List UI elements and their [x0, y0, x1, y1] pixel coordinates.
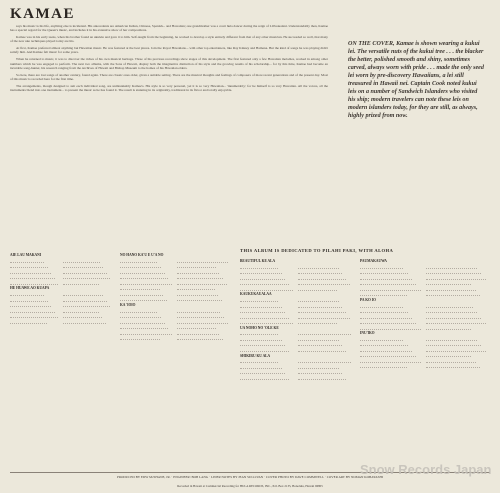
lyric-line	[360, 264, 403, 269]
lyric-line	[426, 303, 473, 308]
lyric-line	[298, 347, 346, 352]
song-title: BEAUTIFUL KE ALA	[240, 259, 276, 263]
intro-paragraph: Kamae was in his early teens, when his brother found an ukulele and gave it to him. Self-taught from the beginning, he worked to develop a style entirely different from that of any other musician. He succeeded so well, that many of the new uke techniques played today are his.	[10, 35, 328, 44]
lyric-line	[120, 296, 167, 301]
lyric-line	[10, 274, 55, 279]
lyrics-column-1	[10, 252, 112, 472]
lyrics-block	[360, 336, 488, 369]
intro-paragraph: The arrangements, though designed to suit each individual song, are unmistakably Kamae's. His style is so very personal, yet it is so very Hawaiian... 'innumerably,' for he himself is so very Hawaiian. All the voices, all the instruments blend into one instrument... to present the music as he has found it. The result is stunning in its originality, traditional in its flavor and totally enjoyable.	[10, 83, 328, 93]
lyric-line	[63, 274, 110, 279]
lyric-line	[240, 364, 282, 369]
lyric-line	[177, 319, 228, 324]
store-watermark: Snow Records Japan	[360, 462, 492, 477]
lyric-line	[426, 314, 481, 319]
lyric-line	[240, 303, 282, 308]
lyric-line	[298, 303, 342, 308]
lyric-line	[240, 358, 278, 363]
lyrics-block	[240, 297, 352, 324]
lyric-line	[177, 258, 228, 263]
lyric-line	[10, 319, 47, 324]
lyric-line	[240, 286, 293, 291]
lyric-line	[10, 258, 44, 263]
lyric-line	[120, 324, 168, 329]
lyric-line	[426, 347, 486, 352]
lyric-line	[120, 330, 172, 335]
intro-paragraph: So here, there are lost songs of another century, found again. There are classic ones older, given a suitable setting. There are the musical thoughts and feelings of composers of more recent generations and of the present day. Most of this music is recorded here for the first time.	[10, 72, 328, 81]
lyric-line	[240, 264, 278, 269]
lyric-line	[177, 291, 218, 296]
lyric-line	[63, 291, 103, 296]
intro-paragraph: When he returned to music, it was to discover the riches of his own musical heritage. Three of his previous recordings show stages of this development. The first featured only a few Hawaiian melodies, worked in among other numbers which he was engaged to perform. The next two albums, with the Sons of Hawaii, display both the imaginative distinction of his style and the growing results of his scholarship... for by this time, Kamae had become an incurable song-hunter, his research ranging from the Archives of Hawaii and Bishop Museum to the homes of his Hawaiian elders.	[10, 57, 328, 70]
lyric-line	[240, 280, 289, 285]
lyric-line	[120, 274, 168, 279]
lyric-line	[63, 319, 106, 324]
lyric-line	[177, 296, 222, 301]
lyric-line	[240, 336, 282, 341]
lyric-line	[360, 363, 407, 368]
lyric-line	[298, 314, 350, 319]
lyric-line	[426, 353, 471, 358]
lyric-line	[177, 274, 223, 279]
lyric-line	[360, 347, 412, 352]
lyric-line	[63, 297, 107, 302]
lyric-line	[63, 313, 102, 318]
lyric-line	[10, 313, 58, 318]
lyrics-block	[10, 258, 112, 285]
song-title: HE HUAWE AO KUAPA	[10, 286, 50, 291]
lyric-line	[240, 319, 293, 324]
lyric-line	[240, 314, 289, 319]
lyric-line	[298, 275, 346, 280]
lyric-line	[360, 275, 412, 280]
lyric-line	[10, 308, 55, 313]
lyric-line	[298, 286, 337, 291]
lyric-line	[426, 325, 471, 330]
lyric-line	[120, 269, 165, 274]
lyric-line	[360, 269, 408, 274]
lyric-line	[426, 336, 477, 341]
lyric-line	[240, 369, 285, 374]
lyric-line	[63, 308, 99, 313]
lyric-line	[177, 285, 215, 290]
dedication: THIS ALBUM IS DEDICATED TO PILAHI PAKI, WITH ALOHA	[240, 248, 394, 253]
lyric-line	[120, 335, 160, 340]
lyric-line	[298, 280, 350, 285]
song-title: PAUMAKAUWA	[360, 259, 387, 263]
lyric-line	[298, 375, 346, 380]
lyric-line	[10, 269, 51, 274]
lyric-line	[120, 313, 161, 318]
lyrics-block	[240, 331, 352, 353]
lyric-line	[120, 308, 157, 313]
lyric-line	[298, 319, 337, 324]
lyric-line	[426, 269, 481, 274]
lyric-line	[177, 324, 216, 329]
album-title: KAMAE	[10, 6, 75, 22]
lyric-line	[177, 269, 219, 274]
lyric-line	[10, 291, 44, 296]
song-title: INU'IKO	[360, 331, 375, 336]
song-title: KA 'IOIO	[120, 302, 136, 307]
lyric-line	[298, 336, 339, 341]
lyric-line	[240, 269, 282, 274]
lyric-line	[177, 330, 219, 335]
credits-line: PRODUCED BY EDW McSHANE, JR. · ENGINEER: BOB LANG · LINER NOTES BY JEAN SULLIVAN · COVER PHOTO BY DAVE COMMWELL · COVER ART BY NOMAN KOBAYASHI	[10, 472, 490, 479]
lyric-line	[298, 364, 339, 369]
lyric-line	[63, 269, 107, 274]
lyric-line	[63, 280, 99, 285]
lyric-line	[120, 319, 165, 324]
lyric-line	[426, 319, 486, 324]
lyric-line	[298, 342, 342, 347]
lyric-line	[120, 258, 157, 263]
lyrics-block	[240, 264, 352, 291]
lyric-line	[120, 263, 161, 268]
lyrics-column-4	[360, 258, 488, 478]
lyric-line	[426, 286, 476, 291]
lyric-line	[177, 263, 216, 268]
lyrics-block	[120, 258, 230, 302]
lyric-line	[298, 308, 346, 313]
lyrics-column-3	[240, 258, 352, 478]
lyric-line	[360, 303, 403, 308]
lyric-line	[63, 263, 103, 268]
lyric-line	[177, 308, 220, 313]
lyric-line	[240, 331, 278, 336]
lyric-line	[177, 335, 223, 340]
lyrics-block	[360, 303, 488, 330]
lyrics-block	[240, 358, 352, 380]
lyric-line	[360, 353, 416, 358]
lyric-line	[298, 269, 342, 274]
song-title: PA KO IO	[360, 297, 376, 302]
lyric-line	[426, 264, 477, 269]
intro-text	[10, 24, 328, 250]
lyric-line	[360, 314, 412, 319]
lyrics-block	[360, 264, 488, 297]
lyric-line	[360, 342, 408, 347]
lyrics-column-2	[120, 252, 230, 472]
lyric-line	[426, 358, 476, 363]
lyric-line	[240, 342, 285, 347]
lyric-line	[426, 363, 480, 368]
lyric-line	[240, 308, 285, 313]
lyric-line	[360, 319, 416, 324]
lyric-line	[426, 308, 477, 313]
lyric-line	[10, 297, 48, 302]
song-title: UA NOHO NO 'OLE KE	[240, 325, 279, 330]
lyric-line	[240, 297, 278, 302]
lyric-line	[120, 285, 160, 290]
intro-paragraph: says his music is his life, anything else is incidental. His antecedents are American Indian, Chinese, Spanish... and Hawaiian; one grandmother was a court hula dancer during the reign of Lili'uokalani. Understandably then, Kamae has a special regard for the Queen's music, and includes it in his extensive show of her compositions.	[10, 24, 328, 33]
intro-paragraph: At first, Kamae preferred almost anything but Hawaiian music. He was featured at the best places. Join the Royal Hawaiians... with other top entertainers, like Ray Kinney and Hamana. But the kind of songs he was playing didn't satisfy him. And Kamae felt music for some years.	[10, 46, 328, 55]
lyric-line	[298, 264, 339, 269]
lyric-line	[426, 291, 480, 296]
lyrics-block	[10, 291, 112, 324]
lyric-line	[426, 342, 481, 347]
song-title: SHIKIRU KU ALA	[240, 353, 271, 358]
lyric-line	[10, 280, 58, 285]
lyric-line	[360, 325, 421, 330]
lyric-line	[360, 286, 421, 291]
lyric-line	[120, 280, 172, 285]
lyric-line	[240, 347, 289, 352]
lyric-line	[426, 280, 471, 285]
lyric-line	[426, 275, 486, 280]
lyric-line	[10, 263, 48, 268]
lyric-line	[10, 302, 51, 307]
lyric-line	[240, 275, 285, 280]
lyric-line	[63, 258, 100, 263]
lyric-line	[360, 336, 403, 341]
lyric-line	[360, 280, 416, 285]
recording-footnote: Recorded in Hawaii at Commercial Recording for HULA RECORDS, INC., P.O. Box 2135, Honolulu, Hawaii 96805	[177, 484, 323, 488]
lyrics-block	[120, 308, 230, 341]
lyric-line	[360, 358, 421, 363]
lyric-line	[298, 331, 351, 336]
lyric-line	[360, 291, 407, 296]
lyric-line	[240, 375, 289, 380]
lyric-line	[360, 308, 408, 313]
cover-note: ON THE COVER, Kamae is shown wearing a kukui lei. The versatile nuts of the kukui tree . . . the blacker the better, polished smooth and shiny, sometimes carved, always worn with pride . . . made the only seed lei worn by pre-discovery Hawaiians, a lei still treasured in Hawaii nei. Captain Cook noted kukui leis on a number of Sandwich Islanders who visited his ship; modern travelers can note these leis on modern islanders today, for they are still, as always, highly prized from now.	[348, 41, 484, 119]
lyric-line	[177, 280, 227, 285]
song-title: KAUKUKAUALAA	[240, 292, 272, 297]
lyric-line	[177, 313, 224, 318]
lyric-line	[298, 369, 342, 374]
song-title: AIE LAU MAKANI	[10, 253, 42, 257]
lyric-line	[63, 302, 110, 307]
song-title: NO HANO KA'U E U'A NO	[120, 253, 164, 257]
lyric-line	[120, 291, 163, 296]
lyric-line	[298, 297, 339, 302]
lyric-line	[298, 358, 351, 363]
